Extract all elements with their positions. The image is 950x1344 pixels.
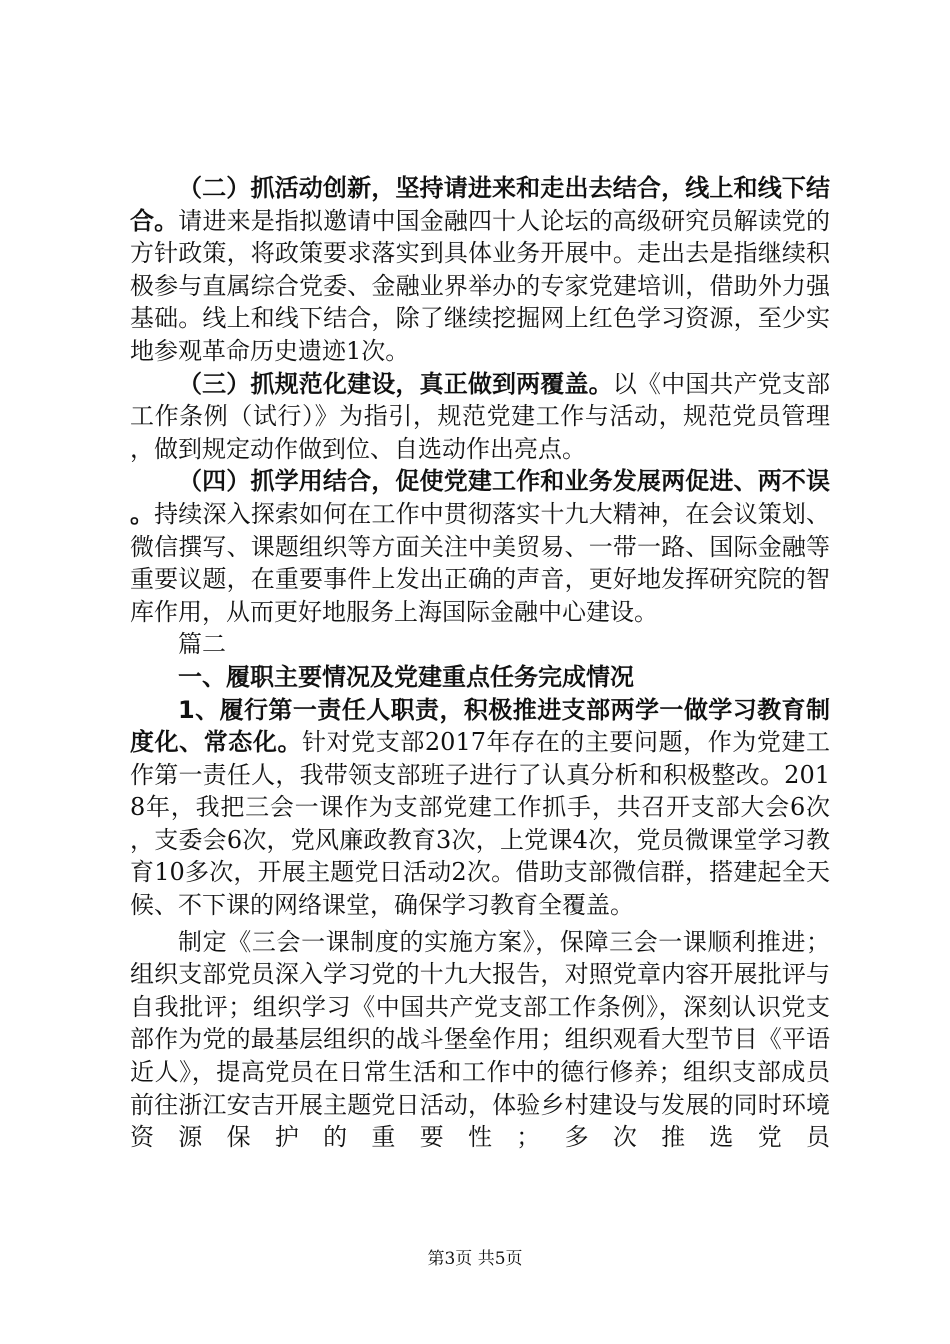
document-body	[130, 172, 830, 1154]
section-label: 篇二	[178, 630, 226, 659]
paragraph-body: 请进来是指拟邀请中国金融四十人论坛的高级研究员解读党的方针政策，将政策要求落实到具体业务开展中。走出去是指继续积极参与直属综合党委、金融业界举办的专家党建培训，借助外力强基础。线上和线下结合，除了继续挖掘网上红色学习资源，至少实地参观革命历史遗迹1次。	[130, 206, 831, 365]
paragraph-body: 持续深入探索如何在工作中贯彻落实十九大精神，在会议策划、微信撰写、课题组织等方面关注中美贸易、一带一路、国际金融等重要议题，在重要事件上发出正确的声音，更好地发挥研究院的智库作用，从而更好地服务上海国际金融中心建设。	[130, 499, 831, 626]
paragraph-activity-innovation	[130, 172, 830, 368]
section-heading: 一、履职主要情况及党建重点任务完成情况	[178, 662, 634, 691]
paragraph-lead: 1、履行第一责任人职责，积极推进支部两学一做学习教育制度化、常态化。	[130, 695, 830, 757]
paragraph-lead: （二）抓活动创新，坚持请进来和走出去结合，线上和线下结合。	[130, 174, 830, 235]
page-footer: 第3页 共5页	[427, 1249, 523, 1269]
paragraph-body: 针对党支部2017年存在的主要问题，作为党建工作第一责任人，我带领支部班子进行了认真分析和积极整改。2018年，我把三会一课作为支部党建工作抓手，共召开支部大会6次，支委会6次，党风廉政教育3次，上党课4次，党员微课堂学习教育10多次，开展主题党日活动2次。借助支部微信群，搭建起全天候、不下课的网络课堂，确保学习教育全覆盖。	[130, 728, 831, 920]
item-first-responsibility	[130, 694, 830, 922]
paragraph-standardization	[130, 368, 830, 466]
paragraph-implementation-plan: 制定《三会一课制度的实施方案》，保障三会一课顺利推进；组织支部党员深入学习党的十九大报告，对照党章内容开展批评与自我批评；组织学习《中国共产党支部工作条例》，深刻认识党支部作为党的最基层组织的战斗堡垒作用；组织观看大型节目《平语近人》，提高党员在日常生活和工作中的德行修养；组织支部成员前往浙江安吉开展主题党日活动，体验乡村建设与发展的同时环境资源保护的重要性；多次推选党员	[130, 927, 830, 1152]
paragraph-lead: （三）抓规范化建设，真正做到两覆盖。	[178, 369, 613, 398]
paragraph-body: 以《中国共产党支部工作条例（试行）》为指引，规范党建工作与活动，规范党员管理，做到规定动作做到位、自选动作出亮点。	[130, 369, 831, 463]
paragraph-study-application	[130, 465, 830, 628]
paragraph-lead: （四）抓学用结合，促使党建工作和业务发展两促进、两不误。	[130, 467, 830, 528]
